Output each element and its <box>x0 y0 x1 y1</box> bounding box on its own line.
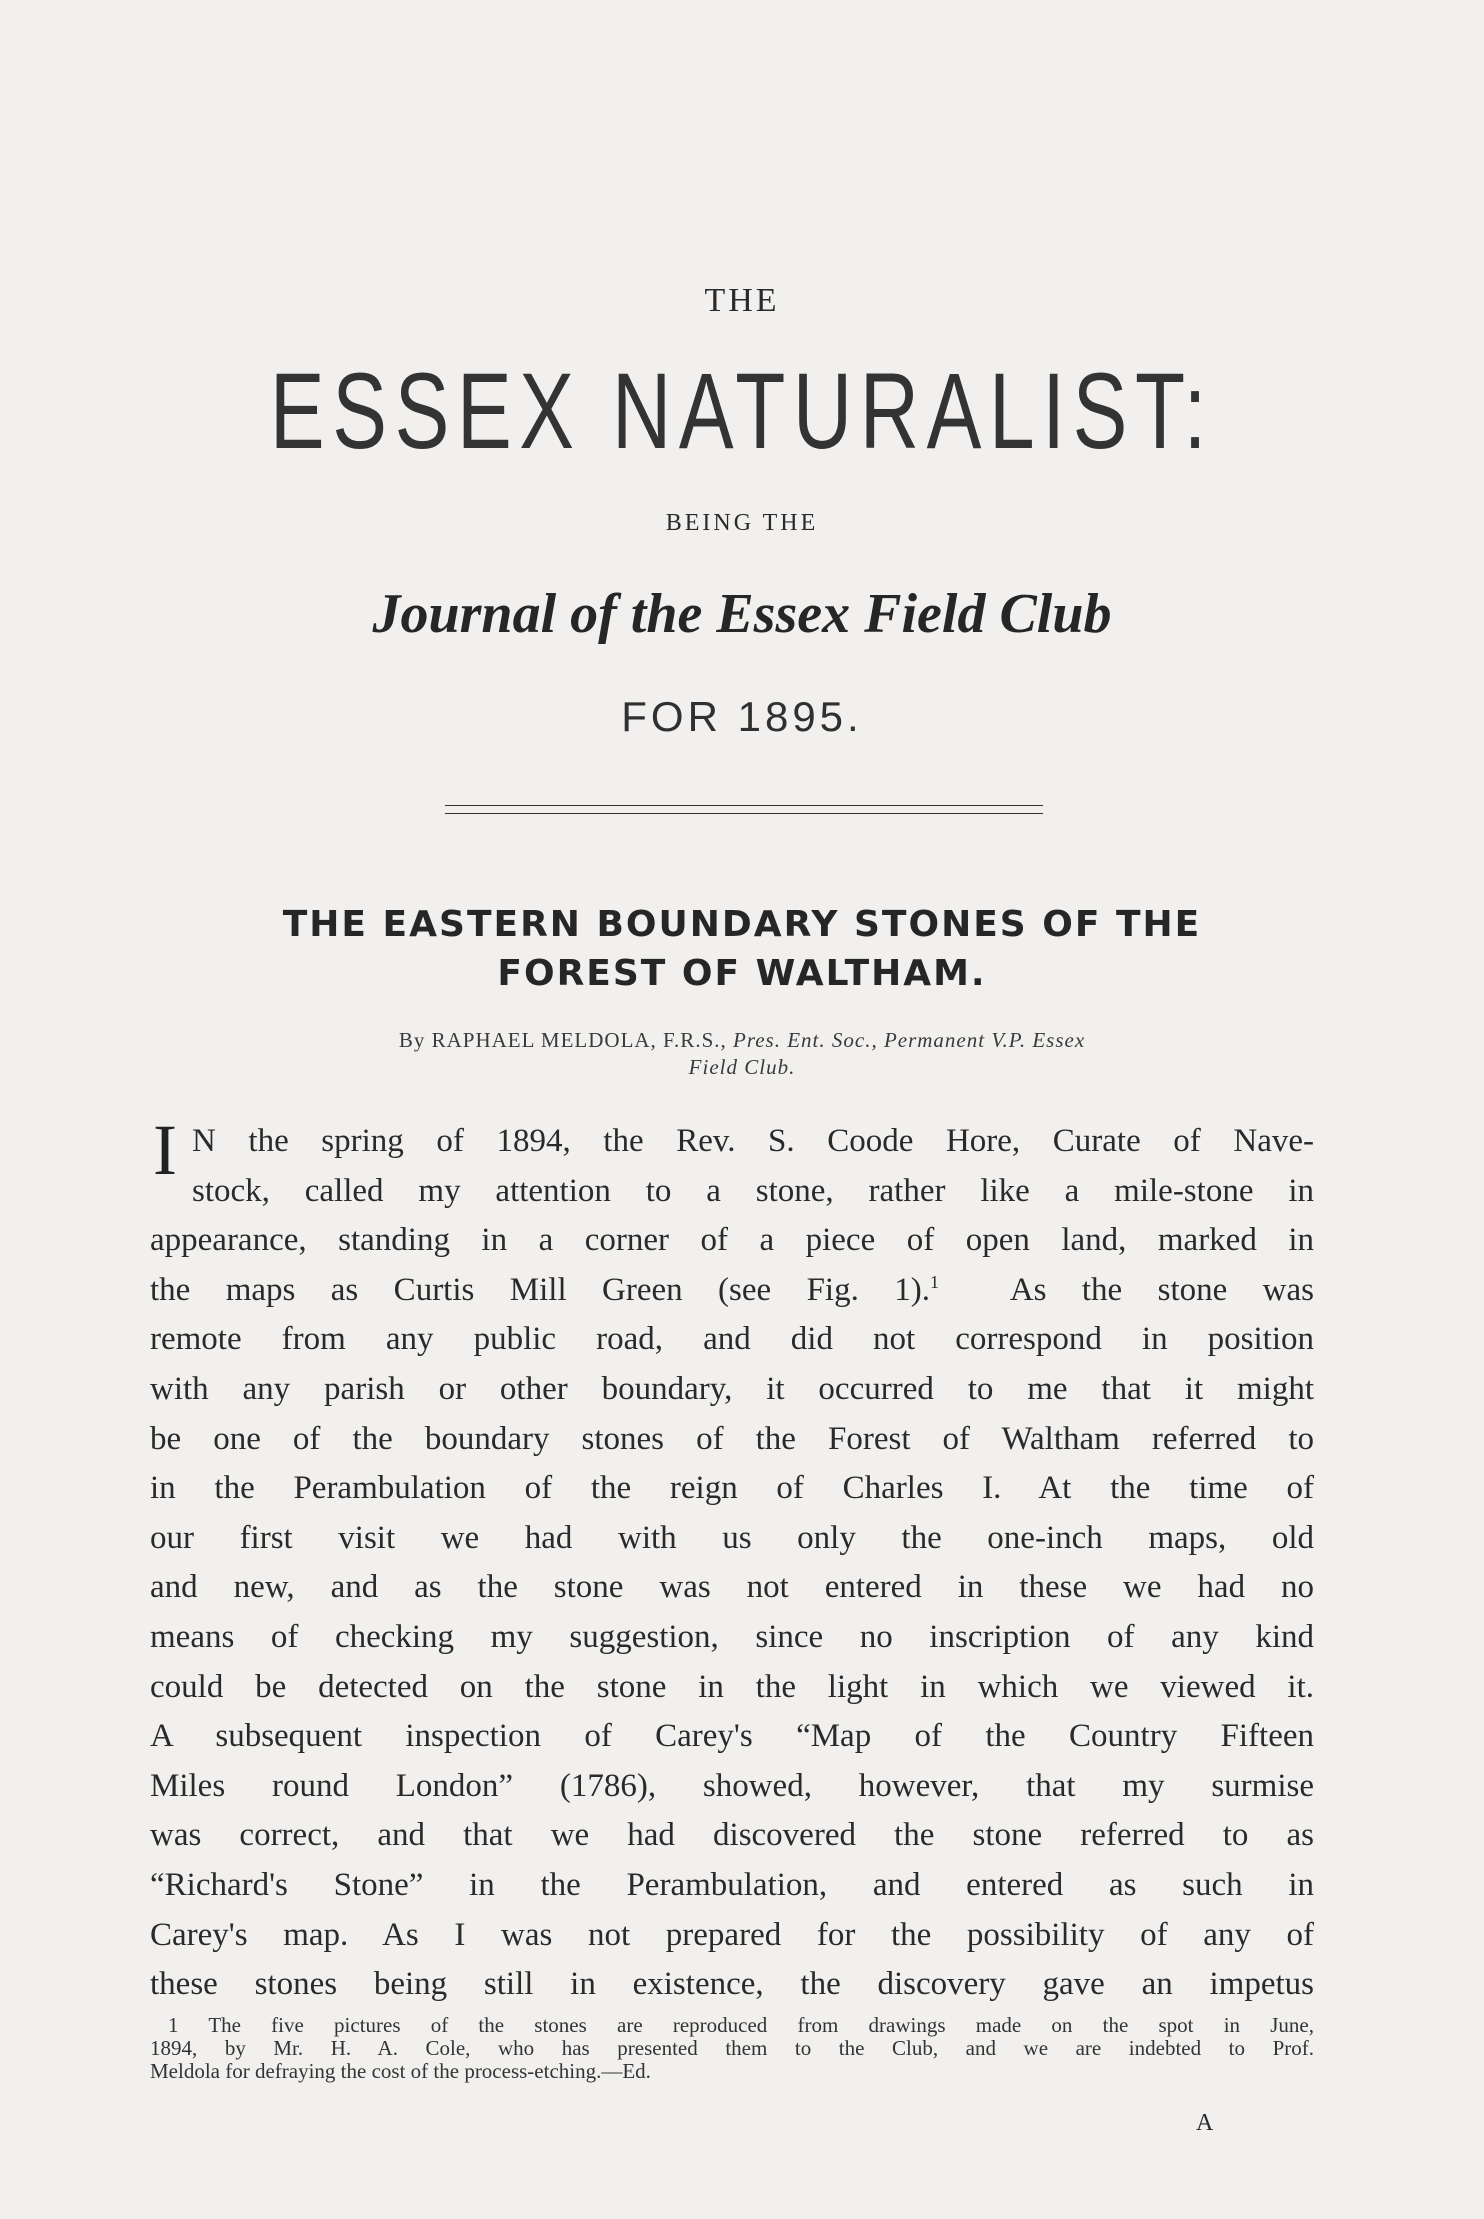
body-line-4-text: the maps as Curtis Mill Green (see Fig. 1). <box>150 1271 930 1308</box>
footnote-line-2: 1894, by Mr. H. A. Cole, who has presented them to the Club, and we are indebted to Prof. <box>150 2036 1314 2060</box>
signature-mark: A <box>1196 2110 1216 2136</box>
divider-rule-top <box>445 805 1043 806</box>
body-line: Miles round London” (1786), showed, however, that my surmise <box>150 1767 1314 1804</box>
article-body <box>150 1117 1314 2010</box>
journal-subtitle: Journal of the Essex Field Club <box>372 583 1112 645</box>
body-line: remote from any public road, and did not correspond in position <box>150 1321 1314 1358</box>
article-title-line-2: FOREST OF WALTHAM. <box>497 953 987 994</box>
byline-affiliation-1: Pres. Ent. Soc., Permanent V.P. Essex <box>733 1028 1086 1052</box>
body-line-4-tail: As the stone was <box>1009 1271 1314 1308</box>
body-line <box>150 1266 1314 1316</box>
drop-cap: I <box>153 1110 177 1190</box>
article-title <box>150 900 1334 998</box>
body-line: in the Perambulation of the reign of Charles I. At the time of <box>150 1470 1314 1507</box>
footnote-line-3: Meldola for defraying the cost of the process-etching.—Ed. <box>150 2059 651 2083</box>
header-the: THE <box>704 282 780 319</box>
byline-affiliation-2: Field Club. <box>688 1055 796 1079</box>
body-line: our first visit we had with us only the one-inch maps, old <box>150 1519 1314 1556</box>
journal-title: ESSEX NATURALIST: <box>269 350 1215 471</box>
body-line: was correct, and that we had discovered the stone referred to as <box>150 1817 1314 1854</box>
footnote-ref: 1 <box>930 1271 939 1292</box>
body-line: be one of the boundary stones of the Forest of Waltham referred to <box>150 1420 1314 1457</box>
body-line: and new, and as the stone was not entered in these we had no <box>150 1569 1314 1606</box>
article-title-line-1: THE EASTERN BOUNDARY STONES OF THE <box>282 904 1202 945</box>
header-being-the: BEING THE <box>665 510 819 536</box>
body-line: with any parish or other boundary, it occurred to me that it might <box>150 1370 1314 1407</box>
body-line: stock, called my attention to a stone, rather like a mile-stone in <box>192 1172 1314 1209</box>
body-line: N the spring of 1894, the Rev. S. Coode Hore, Curate of Nave- <box>192 1123 1314 1159</box>
footnote <box>150 2014 1314 2083</box>
body-line: these stones being still in existence, the discovery gave an impetus <box>150 1966 1314 2003</box>
body-line: could be detected on the stone in the light in which we viewed it. <box>150 1668 1314 1705</box>
body-line: means of checking my suggestion, since no inscription of any kind <box>150 1618 1314 1655</box>
body-line: A subsequent inspection of Carey's “Map of the Country Fifteen <box>150 1718 1314 1755</box>
article-byline <box>200 1027 1284 1081</box>
body-line: Carey's map. As I was not prepared for the possibility of any of <box>150 1916 1314 1953</box>
byline-author: By RAPHAEL MELDOLA, F.R.S., <box>398 1028 727 1052</box>
divider-rule-bottom <box>445 813 1043 814</box>
journal-year: FOR 1895. <box>621 693 863 740</box>
body-line: appearance, standing in a corner of a piece of open land, marked in <box>150 1222 1314 1259</box>
footnote-line-1: 1 The five pictures of the stones are reproduced from drawings made on the spot in June, <box>168 2013 1314 2037</box>
body-line: “Richard's Stone” in the Perambulation, and entered as such in <box>150 1866 1314 1903</box>
